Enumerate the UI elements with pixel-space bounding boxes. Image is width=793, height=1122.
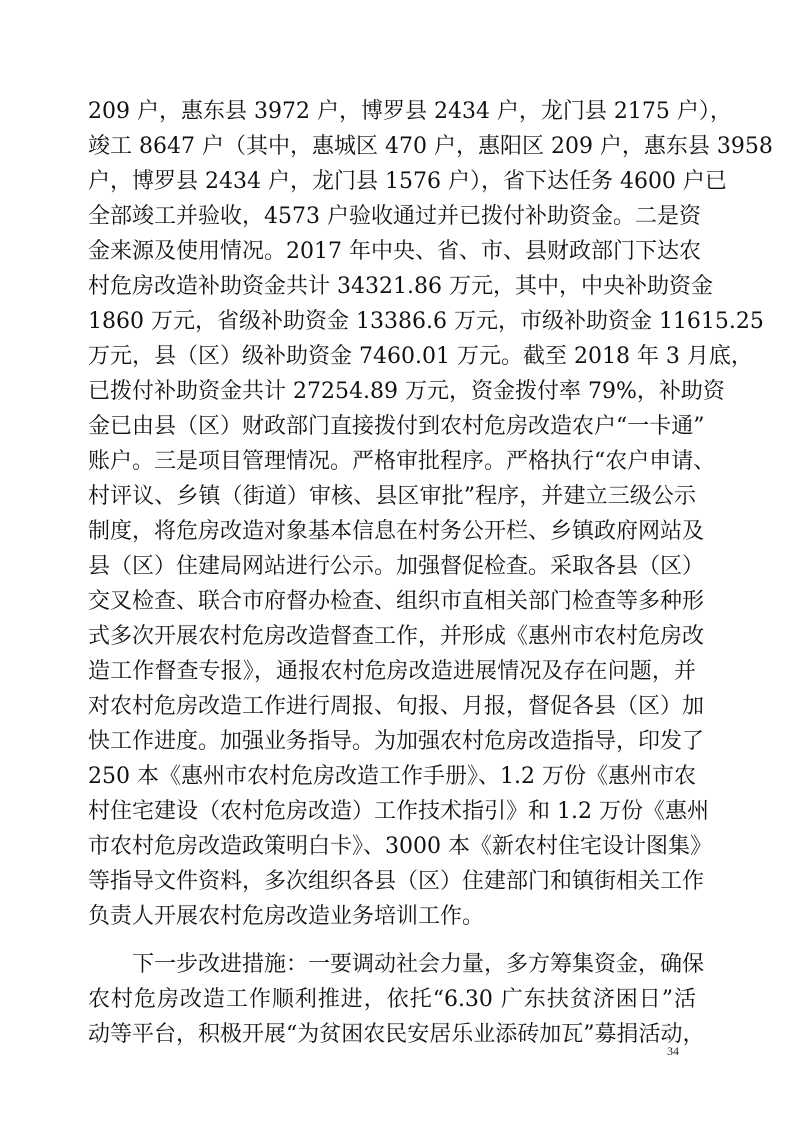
text-line: 下一步改进措施：一要调动社会力量，多方筹集资金，确保 — [88, 952, 705, 977]
text-line: 快工作进度。加强业务指导。为加强农村危房改造指导，印发了 — [88, 729, 705, 754]
text-line: 等指导文件资料，多次组织各县（区）住建部门和镇街相关工作 — [88, 869, 705, 894]
text-line: 式多次开展农村危房改造督查工作，并形成《惠州市农村危房改 — [88, 624, 705, 649]
text-line: 对农村危房改造工作进行周报、旬报、月报，督促各县（区）加 — [88, 694, 705, 719]
text-line: 动等平台，积极开展“为贫困农民安居乐业添砖加瓦”募捐活动， — [88, 1022, 705, 1047]
text-line: 户，博罗县 2434 户，龙门县 1576 户），省下达任务 4600 户已 — [88, 169, 727, 194]
text-line: 1860 万元，省级补助资金 13386.6 万元，市级补助资金 11615.25 — [88, 309, 764, 334]
text-line: 账户。三是项目管理情况。严格审批程序。严格执行“农户申请、 — [88, 449, 716, 474]
text-line: 制度，将危房改造对象基本信息在村务公开栏、乡镇政府网站及 — [88, 519, 705, 544]
text-line: 村住宅建设（农村危房改造）工作技术指引》和 1.2 万份《惠州 — [88, 799, 709, 824]
text-line: 金已由县（区）财政部门直接拨付到农村危房改造农户“一卡通” — [88, 414, 705, 439]
text-line: 市农村危房改造政策明白卡》、3000 本《新农村住宅设计图集》 — [88, 834, 712, 859]
text-line: 村评议、乡镇（街道）审核、县区审批”程序，并建立三级公示 — [88, 484, 696, 509]
paragraph-1 — [88, 94, 773, 934]
body-text — [88, 94, 773, 1052]
text-line: 负责人开展农村危房改造业务培训工作。 — [88, 904, 485, 929]
text-line: 金来源及使用情况。2017 年中央、省、市、县财政部门下达农 — [88, 239, 701, 264]
text-line: 农村危房改造工作顺利推进，依托“6.30 广东扶贫济困日”活 — [88, 987, 696, 1012]
text-line: 万元，县（区）级补助资金 7460.01 万元。截至 2018 年 3 月底， — [88, 344, 753, 369]
paragraph-2 — [88, 947, 705, 1052]
text-line: 已拨付补助资金共计 27254.89 万元，资金拨付率 79%，补助资 — [88, 379, 725, 404]
text-line: 造工作督查专报》，通报农村危房改造进展情况及存在问题，并 — [88, 659, 696, 684]
text-line: 交叉检查、联合市府督办检查、组织市直相关部门检查等多种形 — [88, 589, 705, 614]
text-line: 村危房改造补助资金共计 34321.86 万元，其中，中央补助资金 — [88, 274, 713, 299]
page-number: 34 — [667, 1044, 679, 1058]
text-line: 全部竣工并验收，4573 户验收通过并已拨付补助资金。二是资 — [88, 204, 701, 229]
paragraph-gap — [88, 934, 696, 947]
text-line: 竣工 8647 户（其中，惠城区 470 户，惠阳区 209 户，惠东县 3958 — [88, 134, 773, 159]
text-line: 250 本《惠州市农村危房改造工作手册》、1.2 万份《惠州市农 — [88, 764, 696, 789]
text-line: 209 户，惠东县 3972 户，博罗县 2434 户，龙门县 2175 户）， — [88, 99, 732, 124]
text-line: 县（区）住建局网站进行公示。加强督促检查。采取各县（区） — [88, 554, 705, 579]
